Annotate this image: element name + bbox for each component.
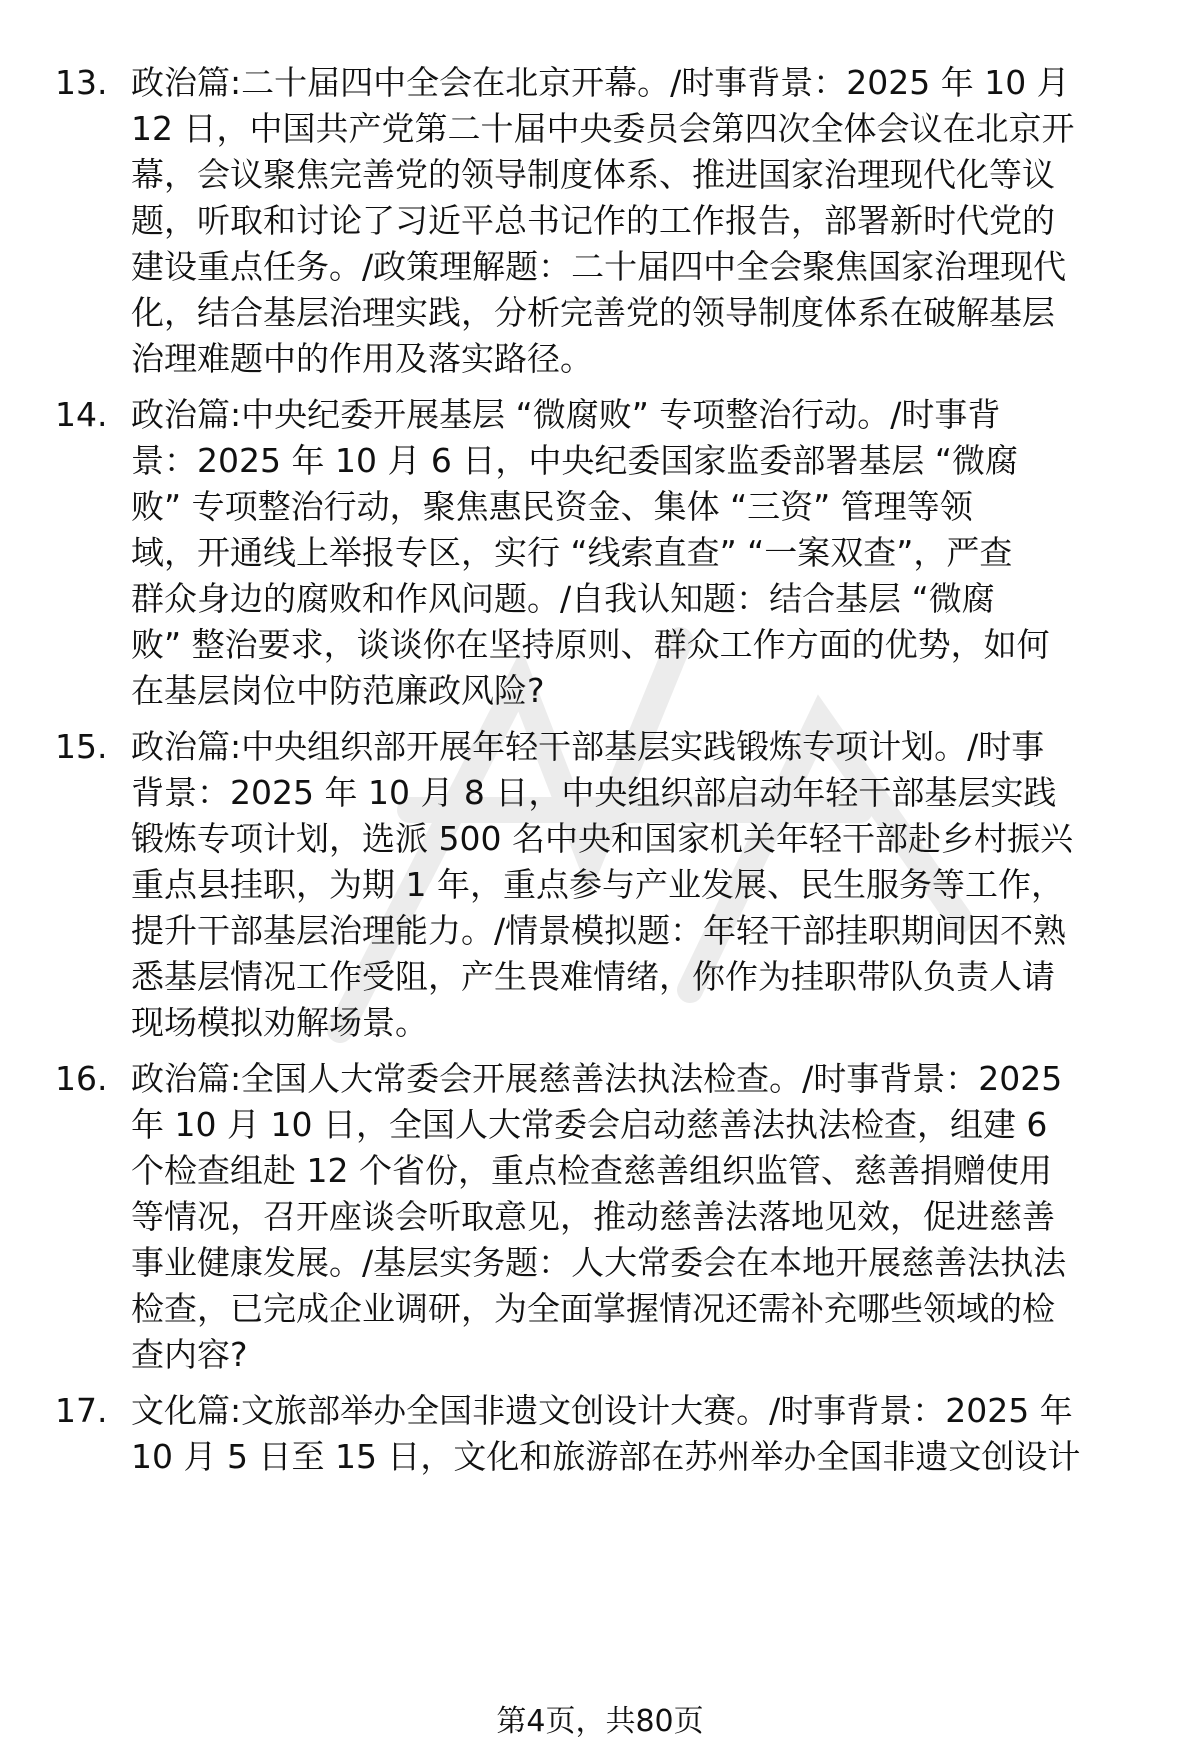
text-line: 治理难题中的作用及落实路径。: [131, 339, 593, 378]
text-line: 现场模拟劝解场景。: [131, 1003, 428, 1042]
text-line: 等情况，召开座谈会听取意见，推动慈善法落地见效，促进慈善: [131, 1197, 1055, 1236]
text-line: 重点县挂职，为期 1 年，重点参与产业发展、民生服务等工作，: [131, 865, 1064, 904]
text-line: 在基层岗位中防范廉政风险?: [131, 671, 545, 710]
text-line: 悉基层情况工作受阻，产生畏难情绪，你作为挂职带队负责人请: [131, 957, 1055, 996]
text-line: 个检查组赴 12 个省份，重点检查慈善组织监管、慈善捐赠使用: [131, 1151, 1052, 1190]
text-line: 建设重点任务。/政策理解题：二十届四中全会聚焦国家治理现代: [131, 247, 1067, 286]
text-line: 题，听取和讨论了习近平总书记作的工作报告，部署新时代党的: [131, 201, 1055, 240]
text-line: 提升干部基层治理能力。/情景模拟题：年轻干部挂职期间因不熟: [131, 911, 1067, 950]
item-number: 16.: [55, 1059, 108, 1098]
item-number: 15.: [55, 727, 108, 766]
item-text: [131, 1056, 1200, 1378]
text-line: 群众身边的腐败和作风问题。/自我认知题：结合基层 “微腐: [131, 579, 995, 618]
text-line: 域，开通线上举报专区，实行 “线索直查” “一案双查”，严查: [131, 533, 1013, 572]
text-line: 12 日，中国共产党第二十届中央委员会第四次全体会议在北京开: [131, 109, 1075, 148]
text-line: 败” 专项整治行动，聚焦惠民资金、集体 “三资” 管理等领: [131, 487, 973, 526]
text-line: 化，结合基层治理实践，分析完善党的领导制度体系在破解基层: [131, 293, 1055, 332]
text-line: 事业健康发展。/基层实务题：人大常委会在本地开展慈善法执法: [131, 1243, 1067, 1282]
text-line: 政治篇:中央组织部开展年轻干部基层实践锻炼专项计划。/时事: [131, 727, 1045, 766]
item-text: [131, 1388, 1200, 1480]
text-line: 检查，已完成企业调研，为全面掌握情况还需补充哪些领域的检: [131, 1289, 1055, 1328]
item-text: [131, 392, 1200, 714]
text-line: 文化篇:文旅部举办全国非遗文创设计大赛。/时事背景：2025 年: [131, 1391, 1073, 1430]
page-footer: 第4页，共80页: [496, 1704, 704, 1739]
text-line: 年 10 月 10 日，全国人大常委会启动慈善法执法检查，组建 6: [131, 1105, 1048, 1144]
text-line: 景：2025 年 10 月 6 日，中央纪委国家监委部署基层 “微腐: [131, 441, 1019, 480]
text-line: 10 月 5 日至 15 日，文化和旅游部在苏州举办全国非遗文创设计: [131, 1437, 1081, 1476]
item-text: [131, 60, 1200, 382]
text-line: 败” 整治要求，谈谈你在坚持原则、群众工作方面的优势，如何: [131, 625, 1050, 664]
item-text: [131, 724, 1200, 1046]
text-line: 幕，会议聚焦完善党的领导制度体系、推进国家治理现代化等议: [131, 155, 1055, 194]
item-number: 14.: [55, 395, 108, 434]
text-line: 锻炼专项计划，选派 500 名中央和国家机关年轻干部赴乡村振兴: [131, 819, 1073, 858]
item-number: 17.: [55, 1391, 108, 1430]
text-line: 政治篇:全国人大常委会开展慈善法执法检查。/时事背景：2025: [131, 1059, 1063, 1098]
item-number: 13.: [55, 63, 108, 102]
text-line: 政治篇:中央纪委开展基层 “微腐败” 专项整治行动。/时事背: [131, 395, 1001, 434]
text-line: 背景：2025 年 10 月 8 日，中央组织部启动年轻干部基层实践: [131, 773, 1057, 812]
text-line: 政治篇:二十届四中全会在北京开幕。/时事背景：2025 年 10 月: [131, 63, 1070, 102]
text-line: 查内容?: [131, 1335, 248, 1374]
